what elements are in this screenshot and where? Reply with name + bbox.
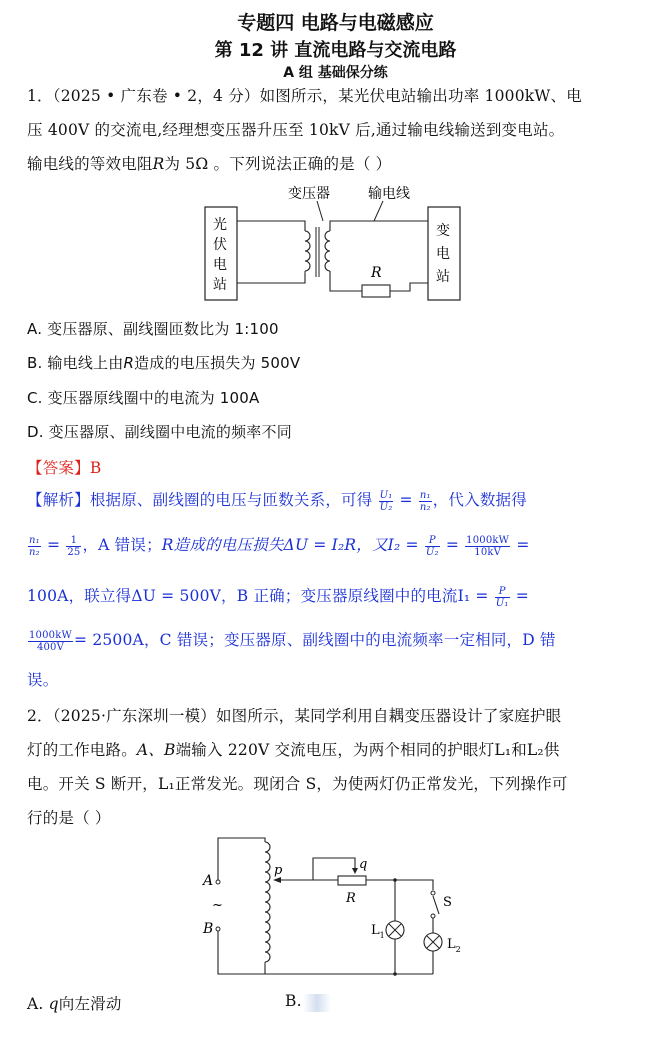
analysis-text-3: ，A 错误； [82, 536, 162, 554]
q1-figure [200, 183, 470, 308]
q1-option-c[interactable]: C. 变压器原线圈中的电流为 100A [27, 389, 260, 407]
pv-char-3: 电 [213, 257, 227, 273]
resistor-box [362, 285, 390, 297]
rheostat [338, 876, 366, 885]
sub-char-3: 站 [436, 269, 450, 285]
terminal-a-label: A [203, 873, 214, 889]
rheostat-label: R [346, 891, 356, 906]
pv-char-4: 站 [213, 277, 227, 293]
resistor-symbol: R [152, 155, 165, 173]
ac-symbol: ~ [212, 898, 223, 913]
q1-option-d[interactable]: D. 变压器原、副线圈中电流的频率不同 [27, 423, 292, 441]
sub-char-2: 电 [436, 246, 450, 262]
q1-option-b[interactable] [27, 352, 300, 373]
fraction-n: $\frac{\text{n₁}}{\text{n₂}}$ [419, 489, 431, 513]
fraction-p-u1: $\frac{P}{\text{U₁}}$ [495, 585, 509, 609]
line-label: 输电线 [368, 186, 410, 202]
equals-4: = [516, 536, 530, 554]
q2-line-4: 行的是（ ） [27, 809, 111, 827]
fraction-n-2: $\frac{\text{n₁}}{\text{n₂}}$ [29, 534, 40, 558]
q1-answer [27, 456, 101, 478]
q2-line-3: 电。开关 S 断开，L₁正常发光。现闭合 S，为使两灯仍正常发光，下列操作可 [27, 775, 568, 793]
q1-option-b-r: R [123, 354, 135, 372]
analysis-line-2 [27, 533, 530, 558]
q2-option-a-q: q [48, 995, 59, 1013]
lecture-title: 第 12 讲 直流电路与交流电路 [214, 40, 457, 61]
q1-option-b-text-2: 造成的电压损失为 500V [134, 354, 301, 372]
q2-figure [195, 830, 480, 980]
analysis-text-4: R造成的电压损失ΔU = I₂R，又I₂ = [161, 536, 419, 554]
slider-q-label: q [359, 857, 368, 872]
fraction-1000-400: $\frac{1000kW}{400V}$ [29, 629, 72, 653]
analysis-line-3 [27, 584, 529, 609]
analysis-text-2: ，代入数据得 [432, 491, 527, 509]
secondary-coil [325, 231, 330, 271]
analysis-tag: 【解析】 [27, 491, 90, 509]
equals-3: = [445, 536, 460, 554]
switch-s [433, 896, 439, 914]
scan-artifact [303, 994, 331, 1012]
l1-label: $L_1$ [371, 923, 385, 940]
autotransformer-coil [265, 842, 270, 962]
tap-p-label: p [274, 863, 283, 878]
terminal-b-label: B [203, 921, 214, 937]
l2-label: $L_2$ [447, 937, 461, 954]
q2-line-1: 2．（2025·广东深圳一模）如图所示，某同学利用自耦变压器设计了家庭护眼 [27, 707, 562, 725]
primary-coil [305, 231, 310, 271]
q2-option-a[interactable] [27, 992, 122, 1014]
equals: = [399, 491, 413, 509]
switch-label: S [443, 895, 452, 910]
q2-text: 灯的工作电路。 [27, 741, 137, 759]
analysis-line-5: 误。 [27, 671, 59, 689]
q1-line-2: 压 400V 的交流电,经理想变压器升压至 10kV 后,通过输电线输送到变电站。 [27, 121, 565, 139]
analysis-text-6: = 2500A，C 错误；变压器原、副线圈中的电流频率一定相同，D 错 [74, 631, 556, 649]
q2-text-2: 端输入 220V 交流电压，为两个相同的护眼灯L₁和L₂供 [175, 741, 560, 759]
pv-char-1: 光 [213, 217, 227, 233]
q1-text-2: 为 5Ω 。下列说法正确的是（ ） [164, 155, 392, 173]
equals-5: = [515, 587, 529, 605]
answer-value: B [89, 459, 102, 477]
q2-option-a-prefix: A. [27, 995, 49, 1013]
topic-title: 专题四 电路与电磁感应 [237, 12, 434, 34]
analysis-text: 根据原、副线圈的电压与匝数关系，可得 [89, 491, 373, 509]
analysis-line-1 [27, 488, 527, 513]
fraction-1000-10: $\frac{1000kW}{10kV}$ [466, 534, 510, 558]
sub-char-1: 变 [436, 223, 450, 239]
q1-option-a[interactable]: A. 变压器原、副线圈匝数比为 1:100 [27, 320, 279, 338]
equals-2: = [47, 536, 61, 554]
fraction-1-25: $\frac{1}{25}$ [67, 534, 81, 558]
analysis-line-4 [27, 628, 556, 653]
q2-option-a-text: 向左滑动 [58, 995, 122, 1013]
pv-char-2: 伏 [213, 237, 227, 253]
q2-option-b[interactable]: B. [285, 992, 302, 1010]
q1-line-3 [27, 152, 391, 174]
q1-line-1: 1．（2025 • 广东卷 • 2，4 分）如图所示，某光伏电站输出功率 1000kW、电 [27, 87, 582, 105]
q1-text: 输电线的等效电阻 [27, 155, 153, 173]
group-title: A 组 基础保分练 [283, 65, 388, 81]
q1-option-b-text: B. 输电线上由 [27, 354, 124, 372]
analysis-text-5: 100A，联立得ΔU = 500V，B 正确；变压器原线圈中的电流I₁ = [27, 587, 489, 605]
resistor-label: R [371, 265, 382, 281]
fraction-u: $\frac{\text{U₁}}{\text{U₂}}$ [379, 489, 393, 513]
q2-line-2 [27, 738, 560, 760]
answer-tag: 【答案】 [27, 459, 90, 477]
fraction-p-u2: $\frac{P}{\text{U₂}}$ [425, 534, 439, 558]
transformer-label: 变压器 [288, 186, 330, 202]
q2-ab: A、B [136, 741, 176, 759]
